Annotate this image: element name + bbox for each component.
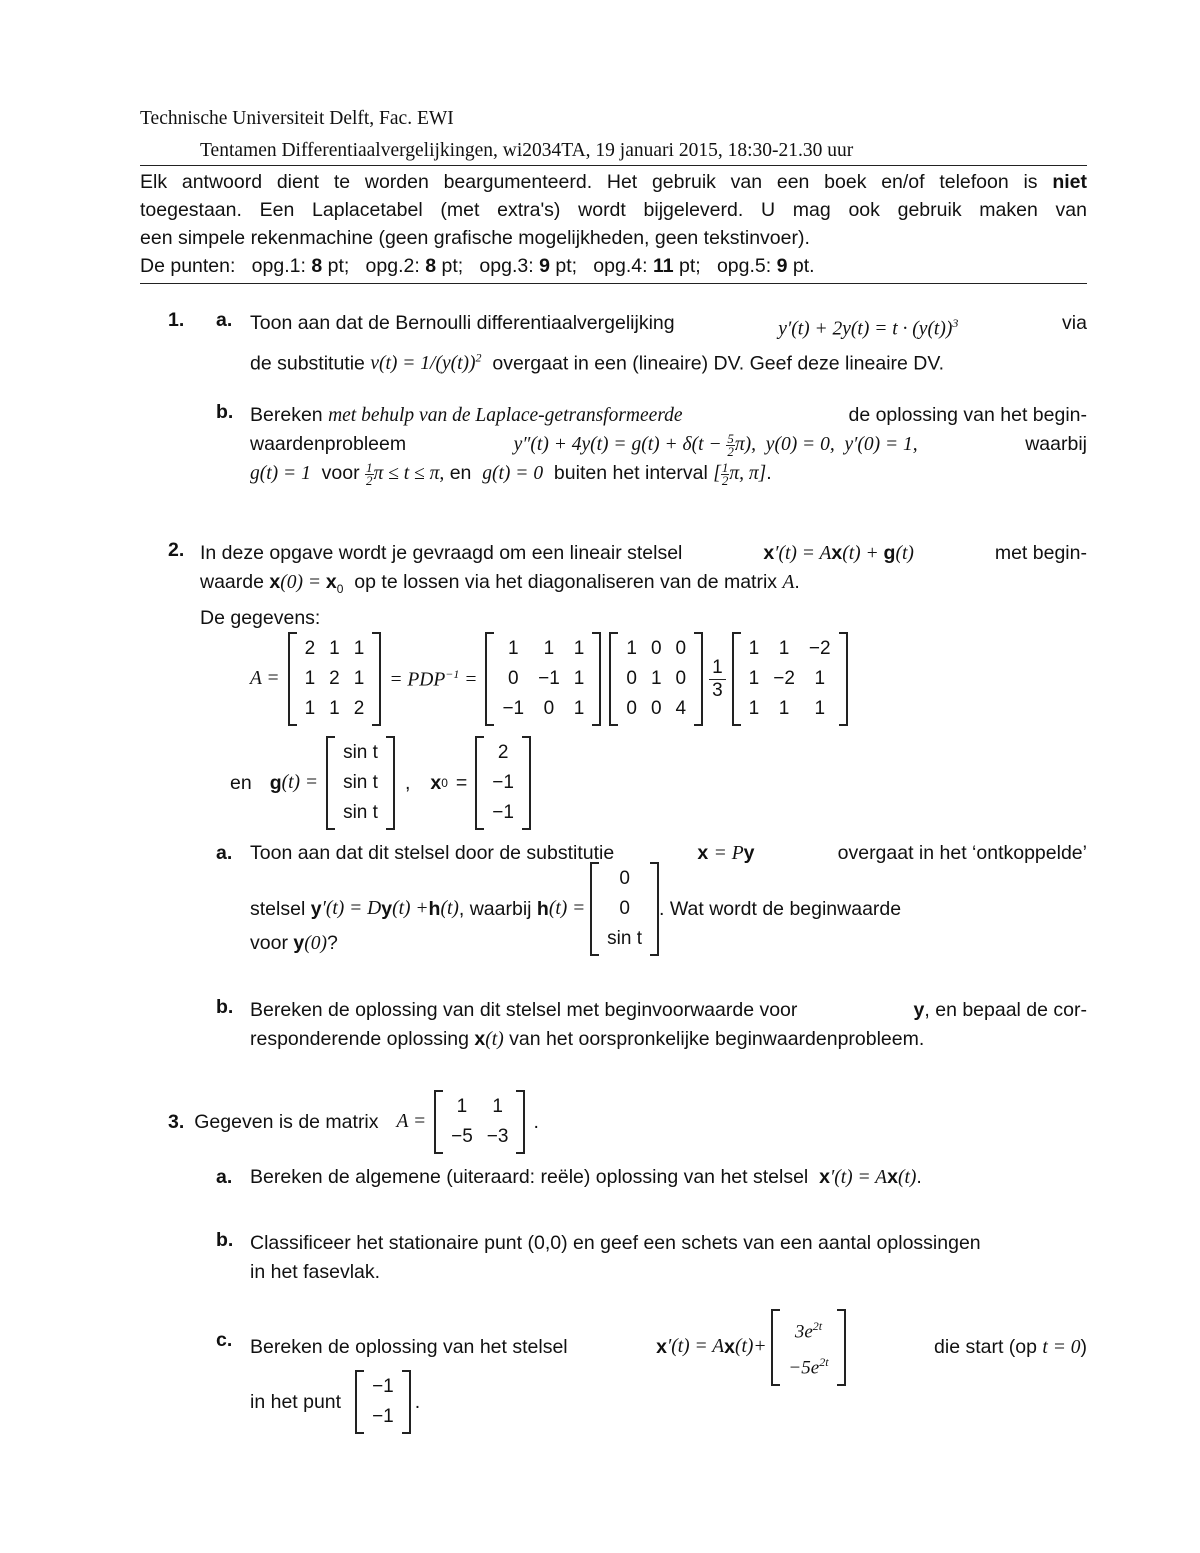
vector-start-row	[365, 1372, 401, 1402]
matrix-pinv-cell: −2	[773, 668, 795, 689]
q3c-label: c.	[216, 1329, 233, 1351]
matrix-a3-cell: 1	[456, 1096, 468, 1117]
matrix-pinv-cell: 1	[748, 668, 760, 689]
matrix-p-cell: 0	[543, 698, 555, 719]
points-2: opg.2: 8 pt;	[365, 255, 464, 277]
matrix-pinv-cell: 1	[748, 638, 760, 659]
matrix-p-row	[495, 634, 591, 664]
q2b-label: b.	[216, 996, 234, 1018]
matrix-p-cell: 0	[507, 668, 519, 689]
matrix-pinv-cell: 1	[778, 698, 790, 719]
matrix-A3	[434, 1090, 525, 1154]
q1b-label: b.	[216, 401, 234, 423]
q2-matrix-equation: A = 2 1 1 1 2 1 1 1 2 = $PDP^{-1}$ = 1 1 1 0 −1 1 −1 0 1 1 0 0 0 1 0 0 0 4 1 3 1 1 −2 1 −2 1 1 1 1	[250, 632, 848, 726]
matrix-d-cell: 0	[675, 638, 687, 659]
vector-g-cell: sin t	[343, 772, 378, 793]
q3c-line2: in het punt −1 −1 .	[250, 1370, 420, 1434]
vector-x0-row	[485, 738, 521, 768]
matrix-a-cell: 1	[329, 638, 340, 659]
vector-h-cell: 0	[619, 868, 630, 889]
matrix-pinv-cell: 1	[814, 698, 826, 719]
vector-h-row	[600, 924, 649, 954]
intro	[140, 168, 1087, 280]
q2a-line3: voor y(0)?	[250, 932, 338, 954]
points-4: opg.4: 11 pt;	[593, 255, 701, 277]
q1a-label: a.	[216, 309, 233, 331]
q2a-line1: Toon aan dat dit stelsel door de substitutie x = Py overgaat in het ‘ontkoppelde’	[250, 842, 1087, 864]
matrix-pinv-row	[742, 694, 838, 724]
matrix-a3-cell: −3	[486, 1126, 509, 1147]
matrix-a-cell: 2	[353, 698, 365, 719]
matrix-pinv-cell: 1	[778, 638, 790, 659]
matrix-a3-cell: −5	[451, 1126, 473, 1147]
matrix-p-cell: −1	[502, 698, 525, 719]
matrix-p-cell: 1	[543, 638, 555, 659]
matrix-a-cell: 1	[353, 668, 365, 689]
matrix-a-cell: 2	[329, 668, 340, 689]
matrix-pinv-cell: 1	[748, 698, 760, 719]
top-rule	[140, 165, 1087, 166]
matrix-d-cell: 0	[675, 668, 687, 689]
q3a-text: Bereken de algemene (uiteraard: reële) oplossing van het stelsel x′(t) = Ax(t).	[250, 1166, 922, 1188]
q2-text: In deze opgave wordt je gevraagd om een lineair stelsel x′(t) = Ax(t) + g(t) met begin- waarde $x(0) = x_0$ op te lossen via het diagonaliseren van de matrix A. De gegevens:	[200, 542, 1087, 629]
intro-line3: een simpele rekenmachine (geen grafische mogelijkheden, geen tekstinvoer).	[140, 227, 810, 249]
matrix-p-cell: −1	[538, 668, 560, 689]
q1a-text: Toon aan dat de Bernoulli differentiaalvergelijking $y'(t) + 2y(t) = t \cdot (y(t))^3$ via de substitutie $v(t) = 1/(y(t))^2$ overgaat in een (lineaire) DV. Geef deze lineaire DV.	[250, 312, 1087, 374]
matrix-a-cell: 1	[304, 668, 316, 689]
matrix-a3-row	[444, 1122, 515, 1152]
matrix-d-cell: 0	[626, 698, 637, 719]
points-1: opg.1: 8 pt;	[251, 255, 350, 277]
matrix-pinv-cell: −2	[808, 638, 831, 659]
points-line: De punten: opg.1: 8 pt; opg.2: 8 pt; opg.3: 9 pt; opg.4: 11 pt; opg.5: 9 pt.	[140, 255, 815, 277]
q3c-line1: Bereken de oplossing van het stelsel x ′(t) = A x (t)+ $3e^{2t}$ $-5e^{2t}$ die start (op t = 0)	[250, 1309, 1087, 1386]
vector-g	[326, 736, 395, 830]
q2-number: 2.	[168, 539, 185, 561]
matrix-D	[609, 632, 703, 726]
vector-h-cell: 0	[619, 898, 630, 919]
matrix-a-row	[298, 694, 372, 724]
matrix-p-cell: 1	[573, 638, 585, 659]
vector-g-cell: sin t	[343, 802, 378, 823]
bottom-rule	[140, 283, 1087, 284]
matrix-a3-cell: 1	[492, 1096, 503, 1117]
matrix-Pinv	[732, 632, 848, 726]
matrix-p-cell: 1	[573, 668, 585, 689]
vector-h	[590, 862, 659, 956]
matrix-d-cell: 0	[650, 638, 662, 659]
intro-line1: Elk antwoord dient te worden beargumenteerd. Het gebruik van een boek en/of telefoon is niet	[140, 171, 1087, 193]
vector-g-row	[336, 798, 385, 828]
exam-title: Tentamen Differentiaalvergelijkingen, wi2034TA, 19 januari 2015, 18:30-21.30 uur	[200, 140, 854, 161]
matrix-d-cell: 0	[650, 698, 662, 719]
vector-g-cell: sin t	[343, 742, 378, 763]
matrix-d-cell: 1	[650, 668, 662, 689]
vector-x0	[475, 736, 531, 830]
matrix-d-row	[619, 664, 693, 694]
q2a-label: a.	[216, 842, 233, 864]
points-3: opg.3: 9 pt;	[479, 255, 578, 277]
vector-h-row	[600, 864, 649, 894]
points-5: opg.5: 9 pt.	[716, 255, 815, 277]
vector-start-row	[365, 1402, 401, 1432]
matrix-p-cell: 1	[573, 698, 585, 719]
matrix-pinv-row	[742, 634, 838, 664]
matrix-p-cell: 1	[507, 638, 519, 659]
matrix-A	[288, 632, 382, 726]
matrix-P	[485, 632, 601, 726]
vector-g-row	[336, 768, 385, 798]
institution: Technische Universiteit Delft, Fac. EWI	[140, 108, 454, 129]
matrix-d-cell: 1	[626, 638, 637, 659]
matrix-d-cell: 4	[675, 698, 687, 719]
q3a-label: a.	[216, 1166, 233, 1188]
matrix-d-row	[619, 634, 693, 664]
intro-line2: toegestaan. Een Laplacetabel (met extra's) wordt bijgeleverd. U mag ook gebruik maken van	[140, 199, 1087, 221]
matrix-a-cell: 2	[304, 638, 316, 659]
matrix-a-cell: 1	[304, 698, 316, 719]
matrix-pinv-row	[742, 664, 838, 694]
q2b-text: Bereken de oplossing van dit stelsel met beginvoorwaarde voor y, en bepaal de cor- responderende oplossing x(t) van het oorspronkelijke beginwaardenprobleem.	[250, 999, 1087, 1050]
vector-start-cell: −1	[372, 1376, 394, 1397]
vector-start-cell: −1	[372, 1406, 394, 1427]
matrix-p-row	[495, 664, 591, 694]
q3b-label: b.	[216, 1229, 234, 1251]
vector-h-row	[600, 894, 649, 924]
vector-x0-row	[485, 768, 521, 798]
matrix-pinv-cell: 1	[814, 668, 826, 689]
vector-g-row	[336, 738, 385, 768]
vector-start	[355, 1370, 411, 1434]
vector-forcing: $3e^{2t}$ $-5e^{2t}$	[771, 1309, 845, 1386]
q2-vectors: en g (t) = sin t sin t sin t , x 0 = 2 −1 −1	[230, 736, 531, 830]
q1-number: 1.	[168, 309, 185, 331]
q1b-text: Bereken met behulp van de Laplace-getransformeerde de oplossing van het begin- waardenprobleem y″(t) + 4y(t) = g(t) + δ(t − $\frac{5}{2}$ π), y(0) = 0, y′(0) = 1, waarbij g(t) = 1 voor $\frac{1}{2}$ π ≤ t ≤ π, en g(t) = 0 buiten het interval [ $\frac{1}{2}$ π, π].	[250, 404, 1087, 489]
matrix-a3-row	[444, 1092, 515, 1122]
vector-x0-cell: 2	[497, 742, 509, 763]
q3-statement: 3. Gegeven is de matrix A = 1 1 −5 −3 .	[168, 1090, 539, 1154]
matrix-d-row	[619, 694, 693, 724]
matrix-a-cell: 1	[329, 698, 340, 719]
vector-x0-cell: −1	[492, 772, 514, 793]
vector-x0-row	[485, 798, 521, 828]
matrix-d-cell: 0	[626, 668, 637, 689]
matrix-p-row	[495, 694, 591, 724]
matrix-a-cell: 1	[353, 638, 365, 659]
vector-h-cell: sin t	[607, 928, 643, 949]
matrix-a-row	[298, 664, 372, 694]
q3b-text: Classificeer het stationaire punt (0,0) en geef een schets van een aantal oplossingen in het fasevlak.	[250, 1232, 981, 1283]
matrix-a-row	[298, 634, 372, 664]
q2a-line2: stelsel y ′(t) = D y (t) + h (t) , waarbij h (t) = 0 0 sin t . Wat wordt de beginwaarde	[250, 862, 901, 956]
vector-x0-cell: −1	[492, 802, 514, 823]
